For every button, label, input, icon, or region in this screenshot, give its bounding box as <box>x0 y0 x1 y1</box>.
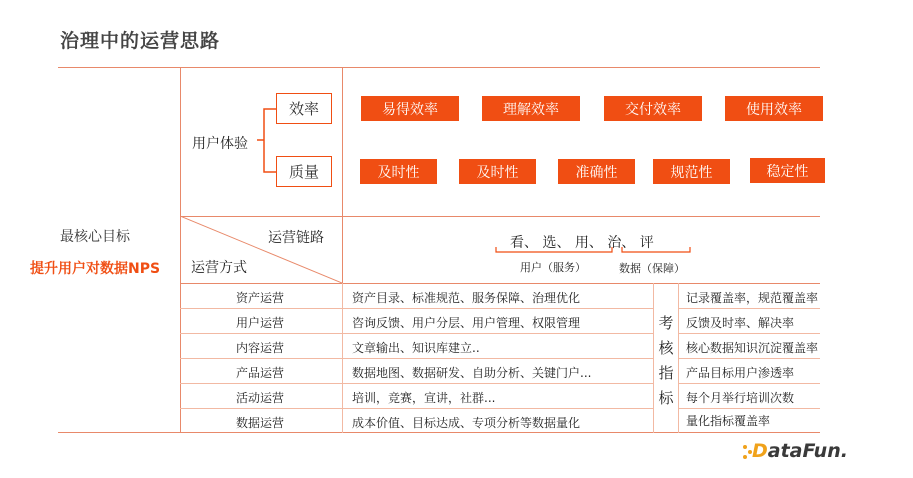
row-divider <box>678 333 820 334</box>
logo-prefix: D <box>752 440 768 462</box>
kpi-label-char: 考 <box>658 314 674 332</box>
content-cell: 资产目录、标准规范、服务保障、治理优化 <box>352 291 581 305</box>
content-cell: 数据地图、数据研发、自助分析、关键门户... <box>352 366 592 380</box>
logo-dots-icon <box>742 444 754 460</box>
efficiency-item: 理解效率 <box>482 96 580 121</box>
kpi-label-char: 标 <box>658 389 674 407</box>
quality-item: 准确性 <box>558 159 635 184</box>
quality-item: 及时性 <box>360 159 437 184</box>
efficiency-box: 效率 <box>276 93 332 124</box>
method-label: 运营方式 <box>191 260 247 276</box>
col-divider <box>342 283 343 433</box>
row-divider <box>180 383 653 384</box>
method-cell: 资产运营 <box>235 291 284 305</box>
logo-suffix: ataFun. <box>767 440 848 462</box>
row-divider <box>678 383 820 384</box>
efficiency-item: 易得效率 <box>361 96 459 121</box>
method-cell: 产品运营 <box>235 366 284 380</box>
quality-item: 稳定性 <box>750 158 825 183</box>
kpi-label-char: 核 <box>658 339 674 357</box>
bracket <box>256 108 278 174</box>
chain-brackets <box>494 246 694 256</box>
datafun-logo <box>752 440 848 462</box>
content-cell: 培训，竞赛，宣讲，社群... <box>352 391 496 405</box>
quality-item: 及时性 <box>459 159 536 184</box>
row-divider <box>180 408 653 409</box>
matrix-header-divider <box>342 216 343 283</box>
content-cell: 成本价值、目标达成、专项分析等数据量化 <box>352 416 581 430</box>
row-divider <box>678 308 820 309</box>
top-border <box>58 67 820 68</box>
user-service-label: 用户（服务） <box>520 261 586 274</box>
kpi-cell: 记录覆盖率，规范覆盖率 <box>686 291 819 305</box>
efficiency-item: 交付效率 <box>604 96 702 121</box>
kpi-cell: 每个月举行培训次数 <box>686 391 795 405</box>
quality-box: 质量 <box>276 156 332 187</box>
row-divider <box>678 408 820 409</box>
kpi-cell: 产品目标用户渗透率 <box>686 366 795 380</box>
kpi-cell: 反馈及时率、解决率 <box>686 316 795 330</box>
chain-steps: 看、 选、 用、 治、 评 <box>510 235 654 251</box>
col-divider <box>653 283 654 433</box>
method-cell: 活动运营 <box>235 391 284 405</box>
row-divider <box>678 358 820 359</box>
kpi-cell: 量化指标覆盖率 <box>686 414 771 428</box>
kpi-label-char: 指 <box>658 364 674 382</box>
page-title: 治理中的运营思路 <box>60 30 221 52</box>
content-cell: 文章输出、知识库建立.. <box>352 341 480 355</box>
experience-label: 用户体验 <box>192 136 248 152</box>
bottom-border <box>58 432 820 433</box>
kpi-cell: 核心数据知识沉淀覆盖率 <box>686 341 819 355</box>
quality-item: 规范性 <box>653 159 730 184</box>
chain-label: 运营链路 <box>268 230 324 246</box>
row-divider <box>180 308 653 309</box>
data-guarantee-label: 数据（保障） <box>619 262 685 275</box>
core-goal-text: 提升用户对数据NPS <box>30 261 161 277</box>
experience-divider <box>342 67 343 217</box>
method-cell: 用户运营 <box>235 316 284 330</box>
efficiency-item: 使用效率 <box>725 96 823 121</box>
core-goal-label: 最核心目标 <box>60 229 130 245</box>
content-cell: 咨询反馈、用户分层、用户管理、权限管理 <box>352 316 581 330</box>
col-divider <box>678 283 679 433</box>
row-divider <box>180 358 653 359</box>
matrix-header-bottom-line <box>180 283 820 284</box>
row-divider <box>180 333 653 334</box>
method-cell: 内容运营 <box>235 341 284 355</box>
method-cell: 数据运营 <box>235 416 284 430</box>
